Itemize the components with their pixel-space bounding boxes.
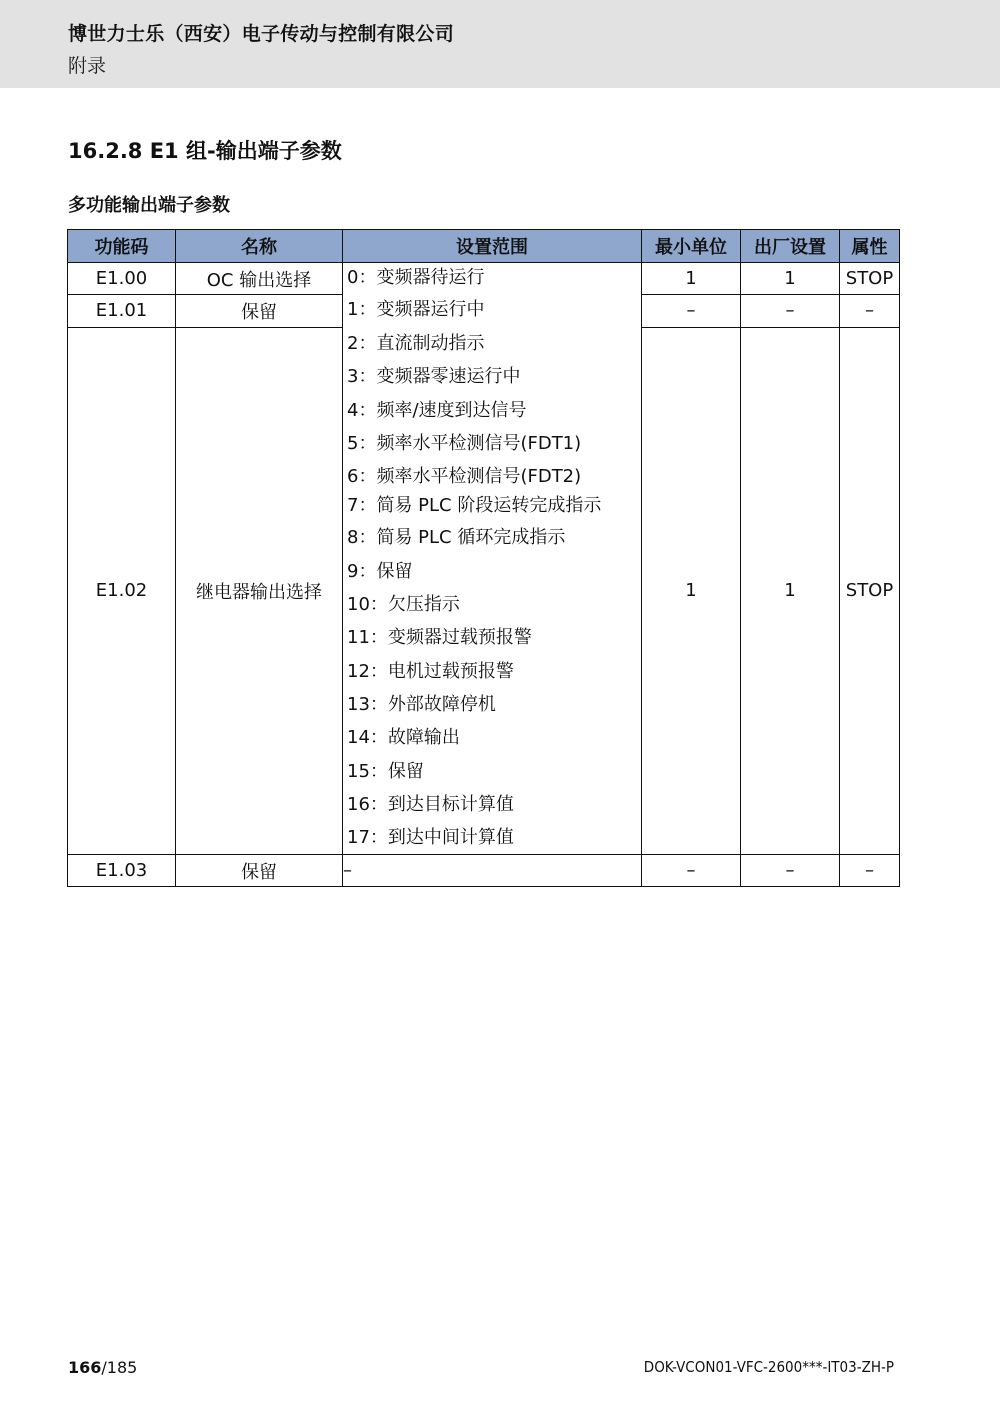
cell-code: E1.03 <box>68 855 176 887</box>
cell-default: – <box>741 295 840 327</box>
range-option: 1：变频器运行中 <box>347 299 485 320</box>
page-total: /185 <box>101 1358 138 1377</box>
cell-code: E1.01 <box>68 295 176 327</box>
range-option: 12：电机过载预报警 <box>347 660 514 682</box>
cell-min-unit: 1 <box>642 327 741 855</box>
cell-default: 1 <box>741 263 840 295</box>
cell-min-unit: – <box>642 855 741 887</box>
section-label: 附录 <box>68 55 107 77</box>
range-option: 7：简易 PLC 阶段运转完成指示 <box>347 495 602 517</box>
table-title: 多功能输出端子参数 <box>68 195 230 216</box>
cell-range-part1 <box>343 263 642 328</box>
range-option: 10：欠压指示 <box>347 594 460 616</box>
cell-code: E1.02 <box>68 327 176 855</box>
range-option: 4：频率/速度到达信号 <box>347 399 527 421</box>
cell-range: – <box>343 855 642 887</box>
table-row <box>68 263 900 295</box>
range-option: 17：到达中间计算值 <box>347 827 514 849</box>
cell-range-part2 <box>343 327 642 855</box>
company-name: 博世力士乐（西安）电子传动与控制有限公司 <box>68 23 455 45</box>
cell-default: – <box>741 855 840 887</box>
cell-name: OC 输出选择 <box>176 263 343 295</box>
range-option: 11：变频器过载预报警 <box>347 627 532 649</box>
cell-default: 1 <box>741 327 840 855</box>
page-number <box>68 1358 137 1377</box>
cell-code: E1.00 <box>68 263 176 295</box>
range-option: 13：外部故障停机 <box>347 693 496 715</box>
cell-attr: STOP <box>840 263 900 295</box>
cell-min-unit: 1 <box>642 263 741 295</box>
cell-attr: – <box>840 295 900 327</box>
cell-attr: – <box>840 855 900 887</box>
col-header-range: 设置范围 <box>343 230 642 263</box>
range-option: 9：保留 <box>347 560 413 582</box>
col-header-default: 出厂设置 <box>741 230 840 263</box>
range-option: 3：变频器零速运行中 <box>347 366 521 388</box>
range-option: 5：频率水平检测信号(FDT1) <box>347 432 582 454</box>
range-option: 0：变频器待运行 <box>347 267 485 288</box>
table-row <box>68 855 900 887</box>
document-id: DOK-VCON01-VFC-2600***-IT03-ZH-P <box>643 1358 894 1376</box>
cell-min-unit: – <box>642 295 741 327</box>
parameter-table <box>67 229 900 887</box>
range-option: 6：频率水平检测信号(FDT2) <box>347 466 582 488</box>
range-option: 14：故障输出 <box>347 727 460 749</box>
col-header-min-unit: 最小单位 <box>642 230 741 263</box>
section-title: 16.2.8 E1 组-输出端子参数 <box>68 139 342 163</box>
table-header-row <box>68 230 900 263</box>
range-option: 16：到达目标计算值 <box>347 793 514 815</box>
col-header-attr: 属性 <box>840 230 900 263</box>
range-option: 2：直流制动指示 <box>347 333 485 354</box>
col-header-name: 名称 <box>176 230 343 263</box>
cell-name: 继电器输出选择 <box>176 327 343 855</box>
range-option: 15：保留 <box>347 760 424 782</box>
table-row <box>68 327 900 855</box>
cell-name: 保留 <box>176 295 343 327</box>
page-current: 166 <box>68 1358 102 1377</box>
range-option: 8：简易 PLC 循环完成指示 <box>347 527 566 549</box>
col-header-code: 功能码 <box>68 230 176 263</box>
cell-name: 保留 <box>176 855 343 887</box>
cell-attr: STOP <box>840 327 900 855</box>
page-header <box>0 0 1000 88</box>
